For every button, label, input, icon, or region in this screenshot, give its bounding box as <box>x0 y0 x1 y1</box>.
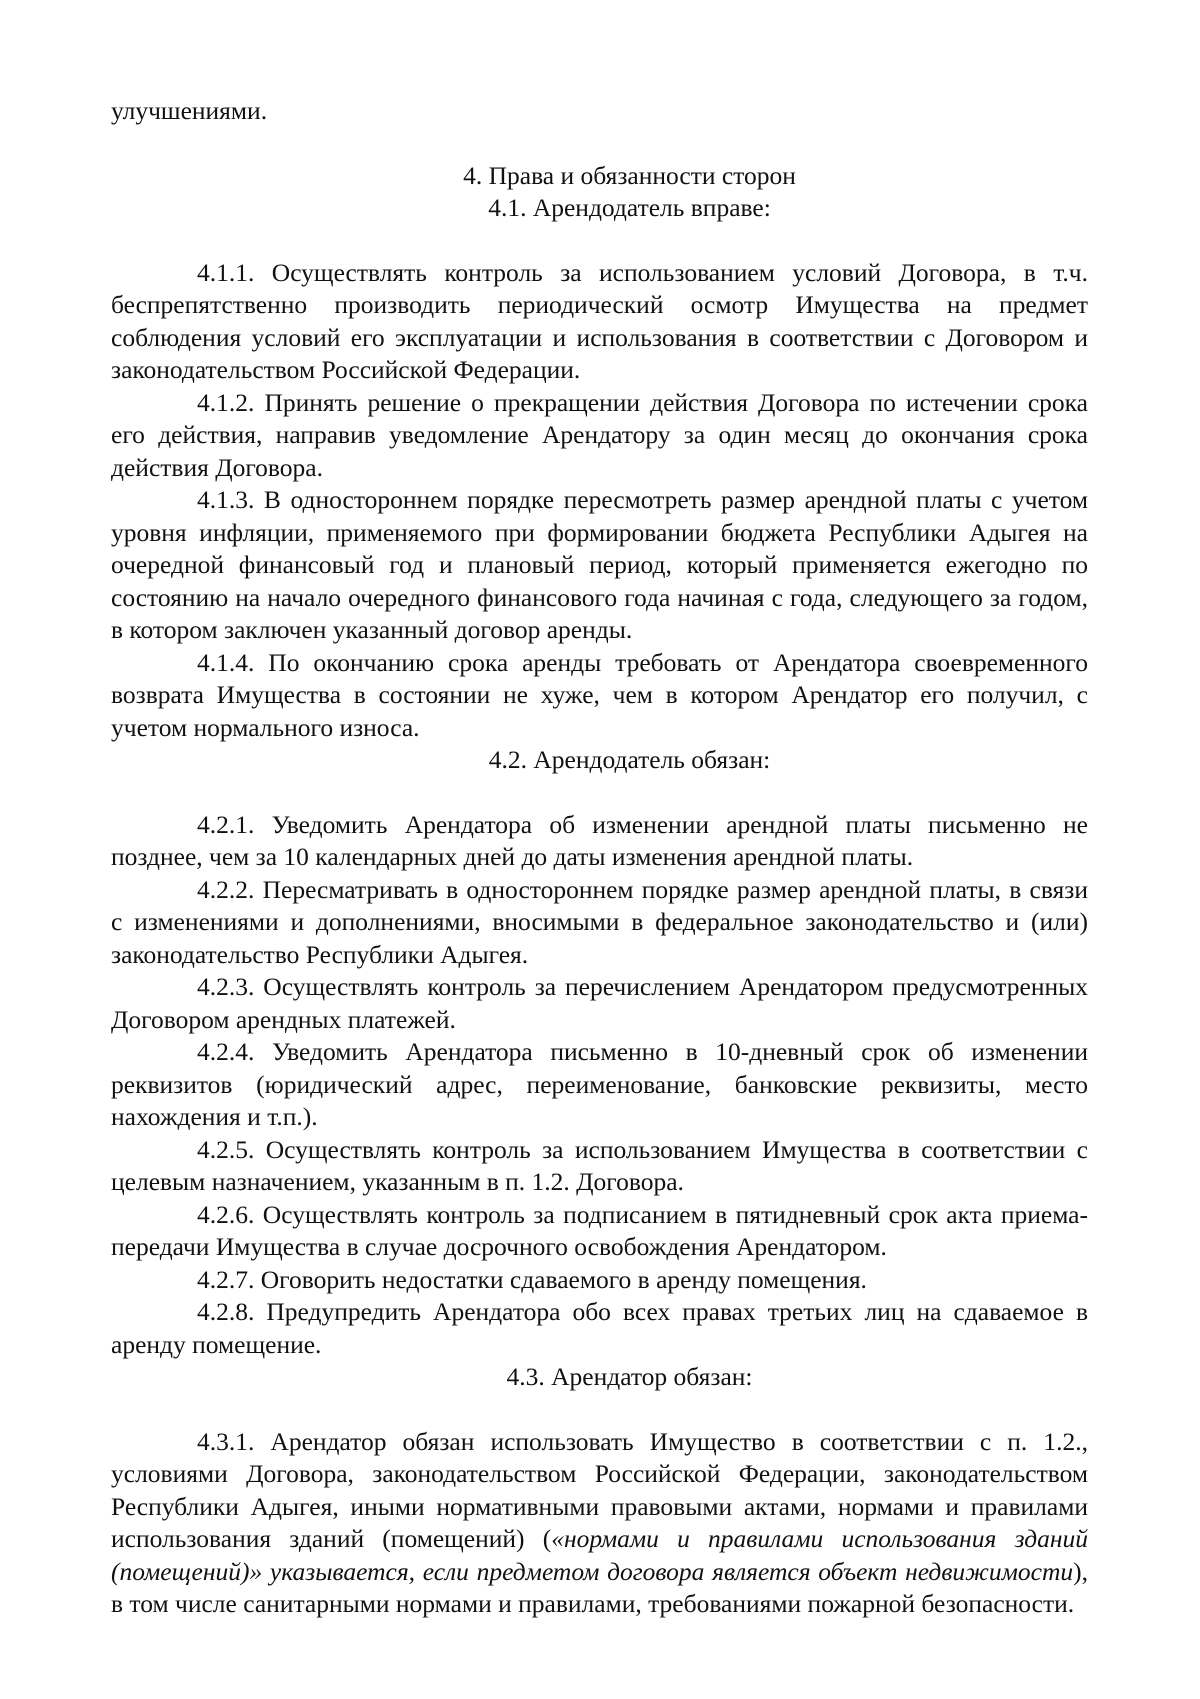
paragraph-4-1-1: 4.1.1. Осуществлять контроль за использованием условий Договора, в т.ч. беспрепятственно производить периодический осмотр Имущества на предмет соблюдения условий его эксплуатации и использования в соответствии с Договором и законодательством Российской Федерации. <box>111 257 1088 384</box>
paragraph-4-2-5: 4.2.5. Осуществлять контроль за использованием Имущества в соответствии с целевым назначением, указанным в п. 1.2. Договора. <box>111 1134 1088 1196</box>
paragraph-4-2-8: 4.2.8. Предупредить Арендатора обо всех правах третьих лиц на сдаваемое в аренду помещение. <box>111 1297 1088 1359</box>
paragraph-4-2-1: 4.2.1. Уведомить Арендатора об изменении арендной платы письменно не позднее, чем за 10 календарных дней до даты изменения арендной платы. <box>111 809 1088 871</box>
paragraph-4-2-4: 4.2.4. Уведомить Арендатора письменно в 10-дневный срок об изменении реквизитов (юридический адрес, переименование, банковские реквизиты, место нахождения и т.п.). <box>111 1037 1088 1131</box>
lead-text: улучшениями. <box>111 96 268 125</box>
paragraph-4-3-1-italic-note: «нормами и правилами использования зданий (помещений)» указывается, если предметом договора является объект недвижимости <box>111 1524 1088 1586</box>
paragraph-4-3-1 <box>111 1426 1088 1621</box>
section-4-3-title: 4.3. Арендатор обязан: <box>506 1362 753 1391</box>
paragraph-4-1-4: 4.1.4. По окончанию срока аренды требовать от Арендатора своевременного возврата Имущества в состоянии не хуже, чем в котором Арендатор его получил, с учетом нормального износа. <box>111 647 1088 742</box>
section-4-2-title: 4.2. Арендодатель обязан: <box>488 745 771 774</box>
paragraph-4-1-3: 4.1.3. В одностороннем порядке пересмотреть размер арендной платы с учетом уровня инфляции, применяемого при формировании бюджета Республики Адыгея на очередной финансовый год и плановый период, который применяется ежегодно по состоянию на начало очередного финансового года начиная с года, следующего за годом, в котором заключен указанный договор аренды. <box>111 485 1088 644</box>
paragraph-4-2-6: 4.2.6. Осуществлять контроль за подписанием в пятидневный срок акта приема-передачи Имущества в случае досрочного освобождения Арендатором. <box>111 1199 1088 1261</box>
paragraph-4-2-7: 4.2.7. Оговорить недостатки сдаваемого в аренду помещения. <box>197 1264 867 1294</box>
paragraph-4-2-2: 4.2.2. Пересматривать в одностороннем порядке размер арендной платы, в связи с изменениями и дополнениями, вносимыми в федеральное законодательство и (или) законодательство Республики Адыгея. <box>111 874 1088 969</box>
paragraph-4-3-1-part-1: 4.3.1. Арендатор обязан использовать Имущество в соответствии с п. 1.2., условиями Договора, законодательством Российской Федерации, законодательством Республики Адыгея, иными нормативными правовыми актами, нормами и правилами использования зданий (помещений) ( <box>111 1426 1088 1553</box>
paragraph-4-2-3: 4.2.3. Осуществлять контроль за перечислением Арендатором предусмотренных Договором арендных платежей. <box>111 972 1088 1034</box>
paragraph-4-1-2: 4.1.2. Принять решение о прекращении действия Договора по истечении срока его действия, направив уведомление Арендатору за один месяц до окончания срока действия Договора. <box>111 387 1088 482</box>
section-4-title: 4. Права и обязанности сторон <box>463 160 796 190</box>
section-4-1-title: 4.1. Арендодатель вправе: <box>488 193 771 222</box>
paragraph-4-3-1-part-2: ), в том числе санитарными нормами и правилами, требованиями пожарной безопасности. <box>111 1556 1088 1618</box>
